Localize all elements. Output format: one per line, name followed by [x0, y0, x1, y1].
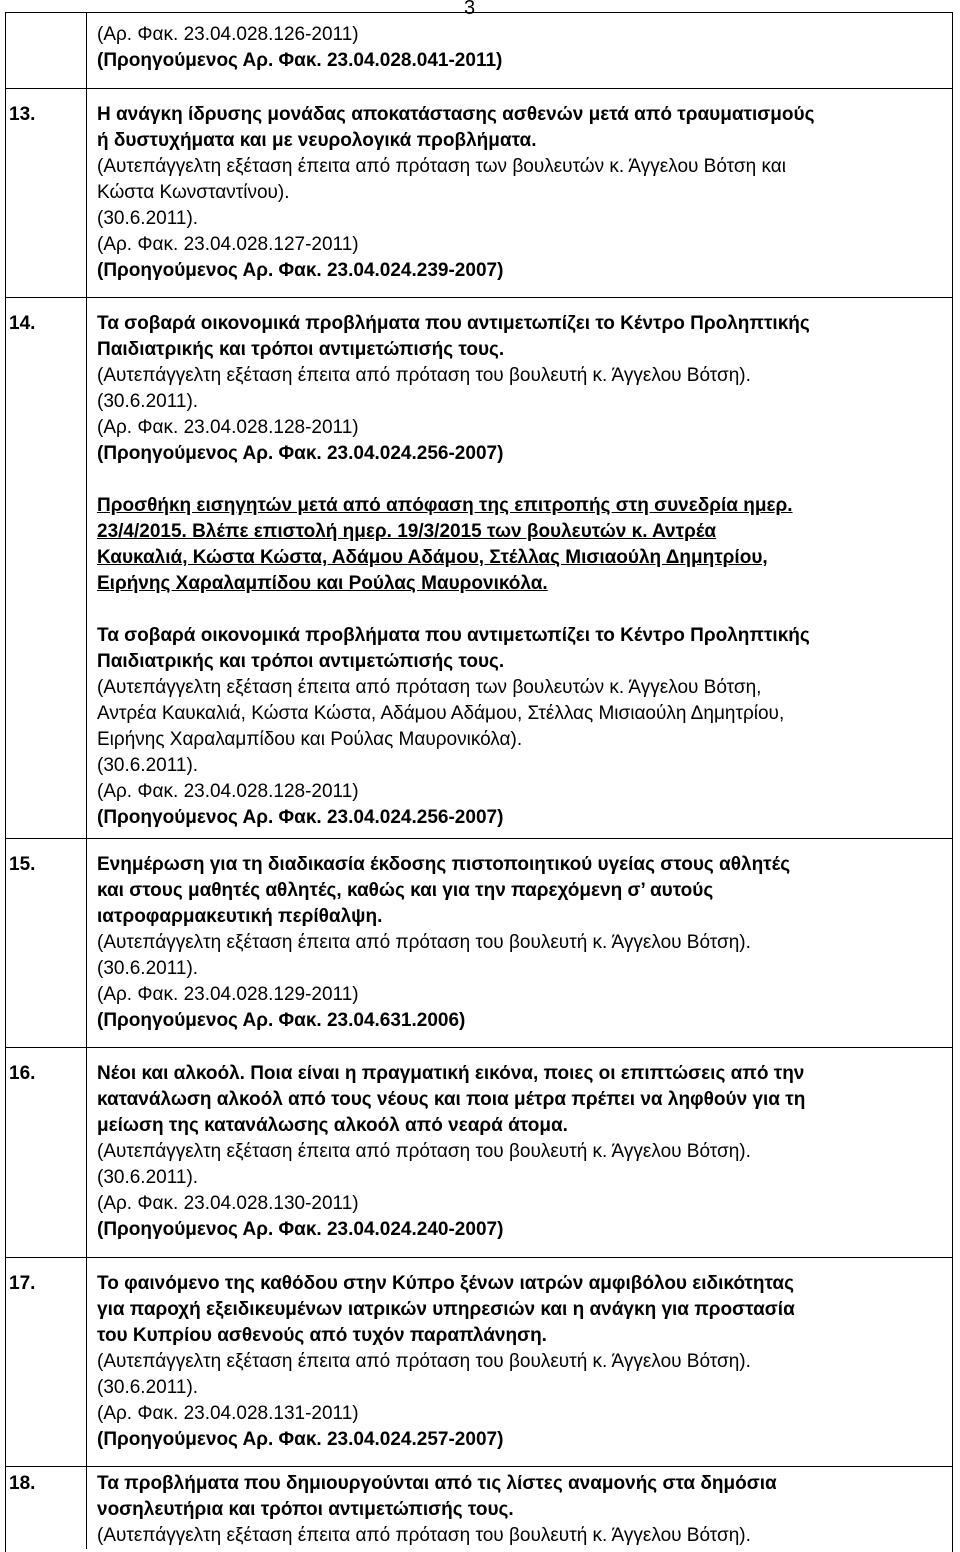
item-title-line: Τα σοβαρά οικονομικά προβλήματα που αντιμετωπίζει το Κέντρο Προληπτικής	[97, 313, 810, 334]
item-title-line: Η ανάγκη ίδρυσης μονάδας αποκατάστασης ασθενών μετά από τραυματισμούς	[97, 104, 815, 125]
item-title-line: για παροχή εξειδικευμένων ιατρικών υπηρεσιών και η ανάγκη για προστασία	[97, 1299, 795, 1320]
addition-note-line: Ειρήνης Χαραλαμπίδου και Ρούλας Μαυρονικόλα.	[97, 573, 548, 594]
page-number: 3	[464, 0, 476, 19]
item-title-line: του Κυπρίου ασθενούς από τυχόν παραπλάνηση.	[97, 1325, 547, 1346]
item-note-line: (Αυτεπάγγελτη εξέταση έπειτα από πρόταση του βουλευτή κ. Άγγελου Βότση).	[97, 365, 751, 386]
continuation-block	[97, 22, 947, 74]
item-date: (30.6.2011).	[97, 755, 199, 776]
previous-file-number: (Προηγούμενος Αρ. Φακ. 23.04.024.257-2007)	[97, 1429, 504, 1450]
addition-note-line: Προσθήκη εισηγητών μετά από απόφαση της επιτροπής στη συνεδρία ημερ.	[97, 495, 793, 516]
item-title-line: Ενημέρωση για τη διαδικασία έκδοσης πιστοποιητικού υγείας στους αθλητές	[97, 854, 791, 875]
item-title-line: Παιδιατρικής και τρόποι αντιμετώπισής τους.	[97, 651, 505, 672]
addition-note-line: 23/4/2015. Βλέπε επιστολή ημερ. 19/3/2015 των βουλευτών κ. Αντρέα	[97, 521, 717, 542]
file-number: (Αρ. Φακ. 23.04.028.127-2011)	[97, 234, 359, 255]
item-number: 17.	[9, 1273, 36, 1294]
previous-file-number: (Προηγούμενος Αρ. Φακ. 23.04.024.240-2007)	[97, 1219, 504, 1240]
agenda-item-14	[97, 311, 947, 831]
file-number: (Αρ. Φακ. 23.04.028.128-2011)	[97, 781, 359, 802]
item-title-line: Νέοι και αλκοόλ. Ποια είναι η πραγματική εικόνα, ποιες οι επιπτώσεις από την	[97, 1063, 805, 1084]
item-date: (30.6.2011).	[97, 958, 199, 979]
item-number: 18.	[9, 1473, 36, 1494]
item-title-line: Το φαινόμενο της καθόδου στην Κύπρο ξένων ιατρών αμφιβόλου ειδικότητας	[97, 1273, 794, 1294]
row-divider	[5, 838, 953, 839]
item-note-line: (Αυτεπάγγελτη εξέταση έπειτα από πρόταση των βουλευτών κ. Άγγελου Βότση,	[97, 677, 762, 698]
item-title-line: Παιδιατρικής και τρόποι αντιμετώπισής τους.	[97, 339, 505, 360]
item-date: (30.6.2011).	[97, 391, 199, 412]
item-number: 13.	[9, 104, 36, 125]
item-title-line: ιατροφαρμακευτική περίθαλψη.	[97, 906, 383, 927]
agenda-item-16	[97, 1061, 947, 1243]
row-divider	[5, 1466, 953, 1467]
previous-file-number: (Προηγούμενος Αρ. Φακ. 23.04.631.2006)	[97, 1010, 466, 1031]
agenda-item-13	[97, 102, 947, 284]
previous-file-number: (Προηγούμενος Αρ. Φακ. 23.04.024.239-2007)	[97, 260, 504, 281]
item-title-line: Τα σοβαρά οικονομικά προβλήματα που αντιμετωπίζει το Κέντρο Προληπτικής	[97, 625, 810, 646]
row-divider	[5, 297, 953, 298]
item-number: 16.	[9, 1063, 36, 1084]
item-date: (30.6.2011).	[97, 1377, 199, 1398]
previous-file-number: (Προηγούμενος Αρ. Φακ. 23.04.024.256-2007)	[97, 443, 504, 464]
file-number: (Αρ. Φακ. 23.04.028.130-2011)	[97, 1193, 359, 1214]
item-note-line: (Αυτεπάγγελτη εξέταση έπειτα από πρόταση του βουλευτή κ. Άγγελου Βότση).	[97, 932, 751, 953]
item-date: (30.6.2011).	[97, 208, 199, 229]
item-number: 15.	[9, 854, 36, 875]
item-note-line: (Αυτεπάγγελτη εξέταση έπειτα από πρόταση των βουλευτών κ. Άγγελου Βότση και	[97, 156, 786, 177]
item-title-line: ή δυστυχήματα και με νευρολογικά προβλήματα.	[97, 130, 537, 151]
previous-file-number: (Προηγούμενος Αρ. Φακ. 23.04.028.041-2011)	[97, 50, 503, 71]
item-title-line: και στους μαθητές αθλητές, καθώς και για την παρεχόμενη σ’ αυτούς	[97, 880, 714, 901]
item-number: 14.	[9, 313, 36, 334]
file-number: (Αρ. Φακ. 23.04.028.131-2011)	[97, 1403, 359, 1424]
item-date: (30.6.2011).	[97, 1167, 199, 1188]
agenda-item-15	[97, 852, 947, 1034]
column-divider	[86, 12, 87, 1549]
row-divider	[5, 1257, 953, 1258]
item-note-line: (Αυτεπάγγελτη εξέταση έπειτα από πρόταση του βουλευτή κ. Άγγελου Βότση).	[97, 1525, 751, 1546]
item-title-line: κατανάλωση αλκοόλ από τους νέους και ποια μέτρα πρέπει να ληφθούν για τη	[97, 1089, 806, 1110]
agenda-item-17	[97, 1271, 947, 1453]
addition-note-line: Καυκαλιά, Κώστα Κώστα, Αδάμου Αδάμου, Στέλλας Μισιαούλη Δημητρίου,	[97, 547, 768, 568]
file-number: (Αρ. Φακ. 23.04.028.128-2011)	[97, 417, 359, 438]
item-title-line: Τα προβλήματα που δημιουργούνται από τις λίστες αναμονής στα δημόσια	[97, 1473, 777, 1494]
row-divider	[5, 1047, 953, 1048]
agenda-item-18	[97, 1471, 947, 1549]
item-note-line: Αντρέα Καυκαλιά, Κώστα Κώστα, Αδάμου Αδάμου, Στέλλας Μισιαούλη Δημητρίου,	[97, 703, 785, 724]
item-title-line: νοσηλευτήρια και τρόποι αντιμετώπισής τους.	[97, 1499, 514, 1520]
file-number: (Αρ. Φακ. 23.04.028.129-2011)	[97, 984, 359, 1005]
item-note-line: (Αυτεπάγγελτη εξέταση έπειτα από πρόταση του βουλευτή κ. Άγγελου Βότση).	[97, 1141, 751, 1162]
previous-file-number: (Προηγούμενος Αρ. Φακ. 23.04.024.256-2007)	[97, 807, 504, 828]
item-note-line: Κώστα Κωνσταντίνου).	[97, 182, 290, 203]
item-title-line: μείωση της κατανάλωσης αλκοόλ από νεαρά άτομα.	[97, 1115, 568, 1136]
item-note-line: Ειρήνης Χαραλαμπίδου και Ρούλας Μαυρονικόλα).	[97, 729, 523, 750]
file-number: (Αρ. Φακ. 23.04.028.126-2011)	[97, 24, 359, 45]
row-divider	[5, 88, 953, 89]
item-note-line: (Αυτεπάγγελτη εξέταση έπειτα από πρόταση του βουλευτή κ. Άγγελου Βότση).	[97, 1351, 751, 1372]
